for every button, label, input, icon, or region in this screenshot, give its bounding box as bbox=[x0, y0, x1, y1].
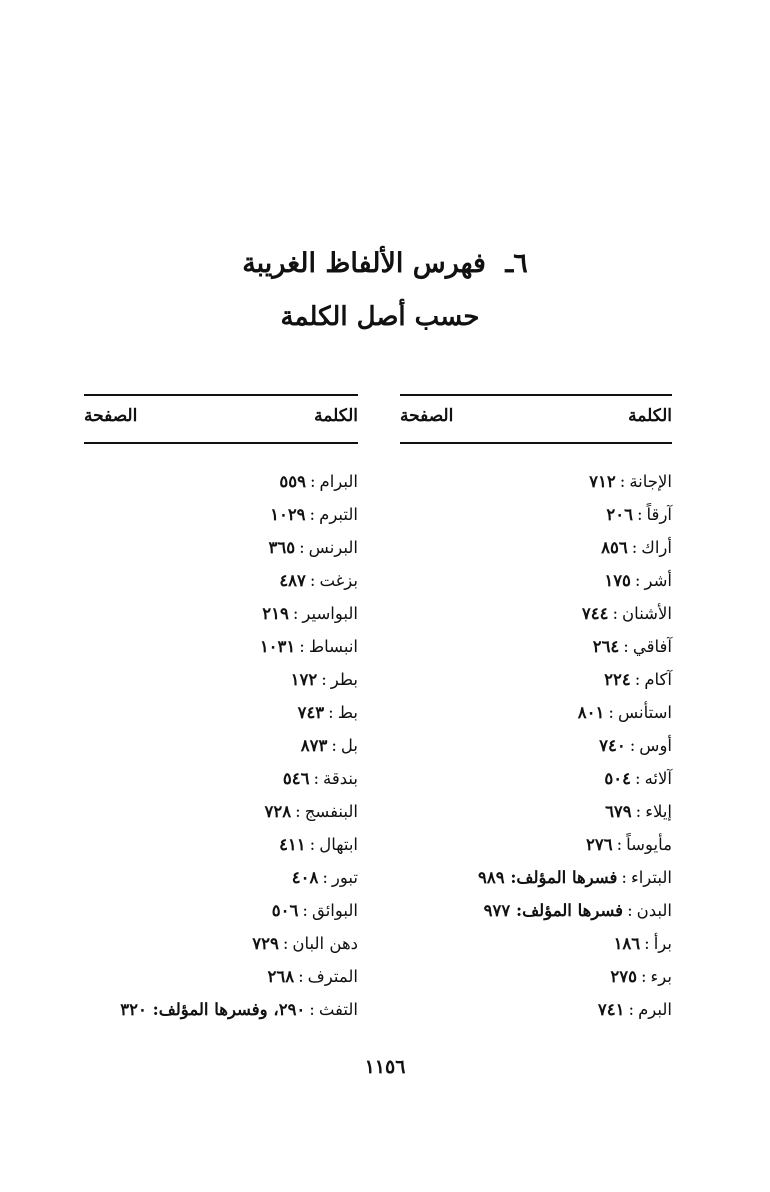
index-entry bbox=[84, 668, 358, 701]
entry-word: التفث bbox=[318, 1000, 358, 1019]
index-entry bbox=[84, 800, 358, 833]
entry-separator: : bbox=[636, 505, 643, 524]
page-column-header: الصفحة bbox=[84, 406, 138, 426]
entry-word: بل bbox=[340, 736, 358, 755]
entry-page: فسرها المؤلف: ٩٧٧ bbox=[483, 901, 624, 920]
entry-word: آرقاً bbox=[646, 505, 672, 524]
entry-page: ٢٠٦ bbox=[606, 505, 633, 524]
entry-separator: : bbox=[623, 637, 629, 656]
entry-page: ٤٨٧ bbox=[279, 571, 306, 590]
index-column-right bbox=[400, 394, 672, 1054]
index-entry bbox=[84, 569, 358, 602]
entry-separator: : bbox=[321, 670, 327, 689]
word-column-header: الكلمة bbox=[314, 406, 358, 426]
entry-page: فسرها المؤلف: ٩٨٩ bbox=[478, 868, 618, 887]
entry-page: ١٠٣١ bbox=[259, 637, 296, 656]
entry-separator: : bbox=[644, 934, 650, 953]
index-entry bbox=[84, 470, 358, 503]
entry-word: برأ bbox=[653, 934, 672, 953]
entry-word: البنفسج bbox=[304, 802, 358, 821]
entry-word: آلائه bbox=[644, 769, 672, 788]
entry-separator: : bbox=[299, 637, 305, 656]
entry-separator: : bbox=[309, 835, 316, 854]
index-column-left bbox=[84, 394, 358, 1054]
index-entry bbox=[84, 701, 358, 734]
entry-page: ٧٤٣ bbox=[297, 703, 325, 722]
entry-word: بندقة bbox=[323, 769, 358, 788]
entry-word: استأنس bbox=[617, 703, 672, 722]
index-entry bbox=[400, 536, 672, 569]
index-entry bbox=[84, 734, 358, 767]
header-rule-top bbox=[84, 394, 358, 396]
entry-word: دهن البان bbox=[292, 934, 358, 953]
entry-separator: : bbox=[608, 703, 614, 722]
index-entry bbox=[84, 767, 358, 800]
entry-separator: : bbox=[295, 802, 301, 821]
entry-separator: : bbox=[322, 868, 328, 887]
word-column-header: الكلمة bbox=[628, 406, 672, 426]
entry-word: أراك bbox=[641, 538, 672, 557]
entry-separator: : bbox=[313, 769, 320, 788]
entry-separator: : bbox=[299, 538, 305, 557]
entry-separator: : bbox=[635, 769, 641, 788]
entry-separator: : bbox=[292, 604, 299, 623]
entry-separator: : bbox=[298, 967, 304, 986]
entry-page: ٨٠١ bbox=[577, 703, 605, 722]
entry-word: البرام bbox=[319, 472, 358, 491]
page-number: ١١٥٦ bbox=[364, 1056, 406, 1078]
entry-word: الإجانة bbox=[629, 472, 672, 491]
entry-page: ٤١١ bbox=[279, 835, 306, 854]
entry-page: ٣٦٥ bbox=[268, 538, 296, 557]
index-entry bbox=[84, 536, 358, 569]
index-entry bbox=[400, 635, 672, 668]
entry-page: ١٨٦ bbox=[613, 934, 641, 953]
entry-word: إيلاء bbox=[645, 802, 672, 821]
entry-word: البرم bbox=[638, 1000, 672, 1019]
entry-page: ٢٧٥ bbox=[610, 967, 637, 986]
entry-separator: : bbox=[619, 472, 626, 491]
entry-separator: : bbox=[629, 736, 636, 755]
entry-separator: : bbox=[627, 901, 633, 920]
index-entry bbox=[400, 866, 672, 899]
entry-separator: : bbox=[309, 571, 316, 590]
entry-separator: : bbox=[282, 934, 289, 953]
index-entry bbox=[400, 998, 672, 1031]
index-entry bbox=[84, 899, 358, 932]
entry-word: البدن bbox=[636, 901, 672, 920]
header-rule-top bbox=[400, 394, 672, 396]
entry-page: ٧١٢ bbox=[589, 472, 616, 491]
index-entry bbox=[400, 470, 672, 503]
index-entry bbox=[400, 932, 672, 965]
entry-page: ٢٩٠، وفسرها المؤلف: ٣٢٠ bbox=[120, 1000, 306, 1019]
index-entry bbox=[84, 866, 358, 899]
entry-separator: : bbox=[640, 967, 647, 986]
entry-page: ٢٢٤ bbox=[604, 670, 631, 689]
entry-word: البواسير bbox=[302, 604, 358, 623]
entry-word: آكام bbox=[644, 670, 672, 689]
entry-page: ٥٠٤ bbox=[604, 769, 631, 788]
entry-word: البتراء bbox=[630, 868, 672, 887]
index-entry bbox=[400, 965, 672, 998]
entry-word: المترف bbox=[307, 967, 358, 986]
entry-word: أوس bbox=[639, 736, 672, 755]
entry-word: التبرم bbox=[319, 505, 358, 524]
entry-page: ٧٢٩ bbox=[252, 934, 279, 953]
entry-page: ٢٧٦ bbox=[586, 835, 613, 854]
header-rule-bottom bbox=[400, 442, 672, 444]
entry-separator: : bbox=[328, 703, 334, 722]
entry-page: ٢٦٤ bbox=[592, 637, 620, 656]
entry-page: ٧٢٨ bbox=[264, 802, 292, 821]
entry-separator: : bbox=[635, 802, 642, 821]
entry-word: برء bbox=[650, 967, 672, 986]
entry-page: ٢٦٨ bbox=[267, 967, 295, 986]
entry-separator: : bbox=[612, 604, 619, 623]
index-entry bbox=[400, 668, 672, 701]
entry-word: مأيوساً bbox=[626, 835, 672, 854]
index-entry bbox=[84, 635, 358, 668]
entry-list-right bbox=[400, 470, 672, 1031]
entry-separator: : bbox=[302, 901, 308, 920]
entry-page: ٤٠٨ bbox=[291, 868, 319, 887]
entry-separator: : bbox=[331, 736, 337, 755]
entry-page: ٨٥٦ bbox=[601, 538, 628, 557]
index-entry bbox=[84, 965, 358, 998]
entry-page: ١٧٥ bbox=[604, 571, 631, 590]
entry-word: أشر bbox=[644, 571, 672, 590]
index-subtitle: حسب أصل الكلمة bbox=[280, 302, 480, 332]
entry-list-left bbox=[84, 470, 358, 1031]
entry-word: بط bbox=[337, 703, 358, 722]
entry-separator: : bbox=[621, 868, 627, 887]
page-column-header: الصفحة bbox=[400, 406, 454, 426]
header-rule-bottom bbox=[84, 442, 358, 444]
index-entry bbox=[84, 602, 358, 635]
entry-page: ٧٤٠ bbox=[599, 736, 626, 755]
index-title bbox=[0, 248, 770, 279]
index-entry bbox=[400, 800, 672, 833]
entry-page: ٨٧٣ bbox=[300, 736, 328, 755]
entry-page: ٧٤١ bbox=[597, 1000, 625, 1019]
index-entry bbox=[400, 602, 672, 635]
entry-separator: : bbox=[631, 538, 638, 557]
entry-page: ٥٤٦ bbox=[282, 769, 310, 788]
index-entry bbox=[84, 932, 358, 965]
entry-word: آفاقي bbox=[632, 637, 672, 656]
entry-word: البوائق bbox=[311, 901, 358, 920]
entry-word: البرنس bbox=[308, 538, 358, 557]
entry-page: ٥٥٩ bbox=[279, 472, 306, 491]
section-title: فهرس الألفاظ الغريبة bbox=[242, 248, 486, 279]
section-number: ٦ـ bbox=[505, 248, 528, 279]
index-entry bbox=[400, 701, 672, 734]
entry-separator: : bbox=[309, 505, 316, 524]
entry-page: ١٠٢٩ bbox=[270, 505, 306, 524]
index-entry bbox=[400, 503, 672, 536]
index-entry bbox=[84, 503, 358, 536]
entry-page: ٦٧٩ bbox=[605, 802, 632, 821]
entry-word: انبساط bbox=[308, 637, 358, 656]
entry-page: ٥٠٦ bbox=[271, 901, 299, 920]
index-entry bbox=[84, 998, 358, 1031]
entry-word: بزغت bbox=[319, 571, 358, 590]
index-entry bbox=[400, 569, 672, 602]
entry-word: الأشنان bbox=[622, 604, 672, 623]
index-entry bbox=[400, 899, 672, 932]
entry-separator: : bbox=[616, 835, 623, 854]
entry-page: ١٧٢ bbox=[290, 670, 318, 689]
entry-page: ٧٤٤ bbox=[581, 604, 609, 623]
entry-separator: : bbox=[634, 571, 641, 590]
entry-word: بطر bbox=[330, 670, 358, 689]
entry-separator: : bbox=[628, 1000, 635, 1019]
index-entry bbox=[84, 833, 358, 866]
index-entry bbox=[400, 767, 672, 800]
entry-separator: : bbox=[634, 670, 641, 689]
entry-separator: : bbox=[309, 1000, 315, 1019]
entry-page: ٢١٩ bbox=[262, 604, 289, 623]
entry-word: تبور bbox=[331, 868, 358, 887]
index-entry bbox=[400, 833, 672, 866]
entry-word: ابتهال bbox=[319, 835, 358, 854]
entry-separator: : bbox=[309, 472, 316, 491]
index-entry bbox=[400, 734, 672, 767]
